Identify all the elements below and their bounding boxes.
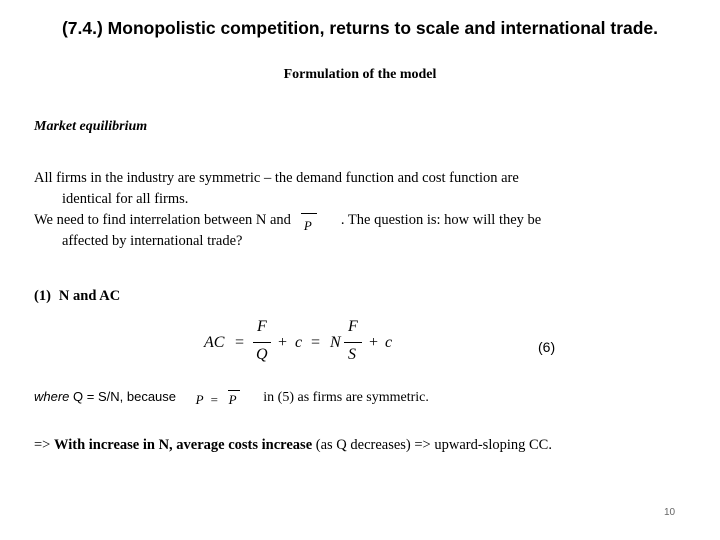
subheading-n-and-ac (34, 288, 120, 305)
formula-ac (200, 318, 420, 370)
fraction-line (253, 342, 271, 343)
fraction-denominator: S (348, 346, 356, 363)
formula-n: N (330, 334, 341, 351)
section-subtitle: Formulation of the model (283, 67, 437, 82)
paragraph-line: All firms in the industry are symmetric – the demand function and cost function are (34, 170, 519, 186)
paragraph-line: affected by international trade? (62, 233, 243, 249)
where-word: where (34, 389, 70, 404)
subheading-number: (1) (34, 288, 51, 304)
fraction-numerator: F (257, 318, 267, 335)
where-text: Q = S/N, because (73, 389, 177, 404)
where-line (34, 389, 429, 406)
conclusion (34, 437, 552, 454)
formula-number: (6) (538, 339, 556, 355)
formula-c: c (295, 334, 303, 351)
p-bar-symbol (291, 210, 341, 233)
overline (228, 390, 240, 391)
where-equation (180, 391, 254, 405)
subheading-text: N and AC (58, 288, 121, 304)
section-heading: Market equilibrium (34, 119, 148, 134)
paragraph-text: . The question is: how will they be (340, 212, 542, 228)
fraction-denominator: Q (256, 346, 268, 363)
formula-equals: = (310, 334, 321, 351)
paragraph-line (34, 210, 674, 231)
p-symbol: P (303, 218, 312, 233)
page-number: 10 (664, 507, 676, 518)
formula-lhs: AC (204, 334, 225, 351)
formula-c: c (385, 334, 393, 351)
equals-symbol: = (210, 391, 218, 407)
conclusion-prefix: => (34, 437, 54, 453)
fraction-line (344, 342, 362, 343)
formula-plus: + (368, 334, 379, 351)
conclusion-tail: (as Q decreases) => upward-sloping CC. (312, 437, 552, 453)
paragraph-line: identical for all firms. (62, 191, 189, 207)
paragraph-text: We need to find interrelation between N and (34, 212, 291, 228)
paragraph-question (34, 210, 674, 252)
overline (301, 213, 317, 214)
p-symbol: P (228, 391, 237, 407)
p-symbol: P (195, 391, 204, 407)
page-title: (7.4.) Monopolistic competition, returns to scale and international trade. (61, 18, 659, 38)
paragraph-symmetry (34, 168, 519, 210)
formula-equals: = (234, 334, 245, 351)
conclusion-bold: With increase in N, average costs increase (53, 437, 313, 453)
fraction-numerator: F (348, 318, 358, 335)
where-tail: in (5) as firms are symmetric. (263, 390, 429, 405)
formula-plus: + (277, 334, 288, 351)
